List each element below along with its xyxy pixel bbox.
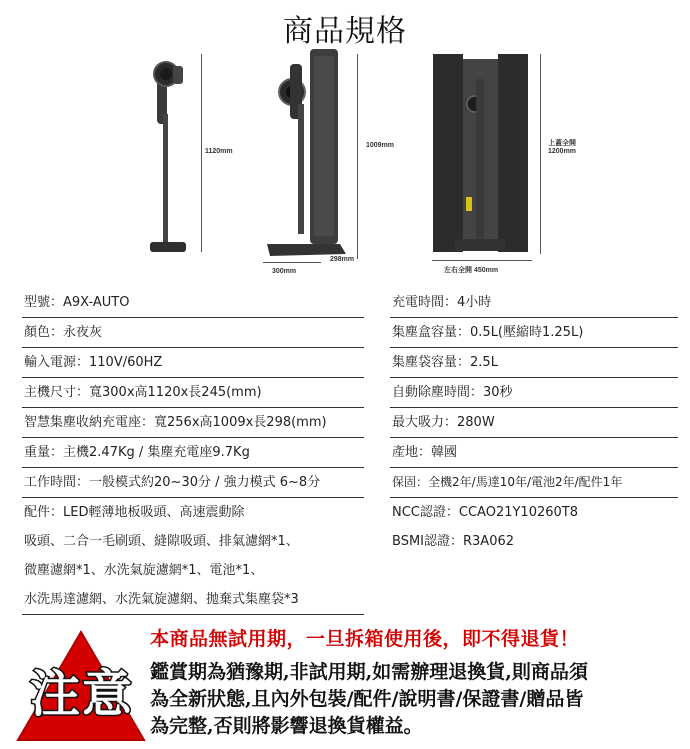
spec-value: 110V/60HZ	[89, 355, 163, 370]
spec-row	[22, 527, 364, 556]
spec-value: 水洗馬達濾網、水洗氣旋濾網、拋棄式集塵袋*3	[24, 592, 299, 607]
spec-row	[390, 318, 678, 348]
spec-key: 產地：	[392, 445, 432, 460]
spec-key: 主機尺寸：	[24, 385, 90, 400]
spec-value: 全機2年/馬達10年/電池2年/配件1年	[428, 475, 623, 489]
img2-width-label: 300mm	[272, 268, 297, 275]
station-image	[262, 44, 362, 259]
spec-row	[390, 438, 678, 468]
img3-height-line2: 1200mm	[548, 148, 577, 155]
spec-key: 型號：	[24, 295, 64, 310]
spec-row	[22, 468, 364, 498]
spec-row	[390, 378, 678, 408]
spec-key: 充電時間：	[392, 295, 458, 310]
spec-key: 集塵袋容量：	[392, 355, 471, 370]
page-title: 商品規格	[283, 14, 407, 49]
spec-key: 工作時間：	[24, 475, 90, 490]
spec-row	[22, 348, 364, 378]
spec-value: 0.5L(壓縮時1.25L)	[470, 325, 584, 340]
height-dimension-line-2	[357, 54, 358, 259]
spec-key: 保固：	[392, 475, 429, 489]
no-trial-warning: 本商品無試用期，一旦拆箱使用後，即不得退貨！	[150, 628, 580, 650]
spec-key: NCC認證：	[392, 505, 459, 520]
spec-row	[390, 468, 678, 498]
spec-list-right	[390, 288, 678, 556]
spec-value: 韓國	[431, 445, 458, 460]
spec-key: 重量：	[24, 445, 64, 460]
img3-height-line1: 上蓋全開	[548, 140, 576, 147]
spec-row	[22, 498, 364, 527]
height-dimension-line-3	[540, 54, 541, 254]
img2-height-label: 1009mm	[366, 142, 395, 149]
height-dimension-line	[201, 54, 202, 252]
spec-row	[22, 318, 364, 348]
spec-value: LED輕薄地板吸頭、高速震動除	[63, 505, 245, 520]
notice-line-2: 為全新狀態,且內外包裝/配件/說明書/保證書/贈品皆	[150, 688, 584, 710]
spec-value: 30秒	[483, 385, 513, 400]
spec-key: 集塵盒容量：	[392, 325, 471, 340]
width-dimension-line	[263, 262, 321, 263]
spec-value: 280W	[457, 415, 495, 430]
notice-line-3: 為完整,否則將影響退換貨權益。	[150, 715, 423, 737]
spec-value: 寬300x高1120x長245(mm)	[89, 385, 262, 400]
spec-key: 顏色：	[24, 325, 64, 340]
img2-depth-label: 298mm	[330, 256, 355, 263]
img1-height-label: 1120mm	[205, 148, 233, 155]
img3-width-label: 左右全開 450mm	[444, 267, 499, 274]
spec-row	[22, 408, 364, 438]
spec-value: 寬256x高1009x長298(mm)	[154, 415, 327, 430]
spec-row	[22, 288, 364, 318]
spec-row	[390, 408, 678, 438]
stick-vacuum-image	[130, 44, 210, 259]
station-open-image	[430, 49, 535, 259]
spec-value: 永夜灰	[63, 325, 103, 340]
spec-value: 微塵濾網*1、水洗氣旋濾網*1、電池*1、	[24, 563, 264, 578]
width-dimension-line-3	[432, 260, 532, 261]
spec-row	[22, 378, 364, 408]
spec-value: 2.5L	[470, 355, 498, 370]
spec-value: 主機2.47Kg / 集塵充電座9.7Kg	[63, 445, 250, 460]
spec-row	[22, 585, 364, 615]
product-images	[0, 44, 690, 284]
spec-key: 自動除塵時間：	[392, 385, 484, 400]
spec-row	[390, 527, 678, 556]
spec-row	[390, 348, 678, 378]
notice-badge: 注意	[30, 664, 134, 723]
spec-value: R3A062	[463, 534, 515, 549]
spec-row	[22, 556, 364, 585]
spec-key: BSMI認證：	[392, 534, 463, 549]
spec-value: A9X-AUTO	[63, 295, 130, 310]
spec-value: 吸頭、二合一毛刷頭、縫隙吸頭、排氣濾網*1、	[24, 534, 299, 549]
spec-value: CCAO21Y10260T8	[458, 505, 578, 520]
spec-row	[22, 438, 364, 468]
spec-key: 輸入電源：	[24, 355, 90, 370]
spec-value: 一般模式約20~30分 / 強力模式 6~8分	[89, 475, 321, 490]
return-policy-notice	[0, 620, 690, 749]
spec-row	[390, 498, 678, 527]
spec-value: 4小時	[457, 295, 492, 310]
spec-key: 最大吸力：	[392, 415, 458, 430]
spec-row	[390, 288, 678, 318]
spec-key: 智慧集塵收納充電座：	[24, 415, 155, 430]
spec-list-left	[22, 288, 364, 615]
spec-key: 配件：	[24, 505, 64, 520]
notice-line-1: 鑑賞期為猶豫期,非試用期,如需辦理退換貨,則商品須	[150, 661, 588, 683]
